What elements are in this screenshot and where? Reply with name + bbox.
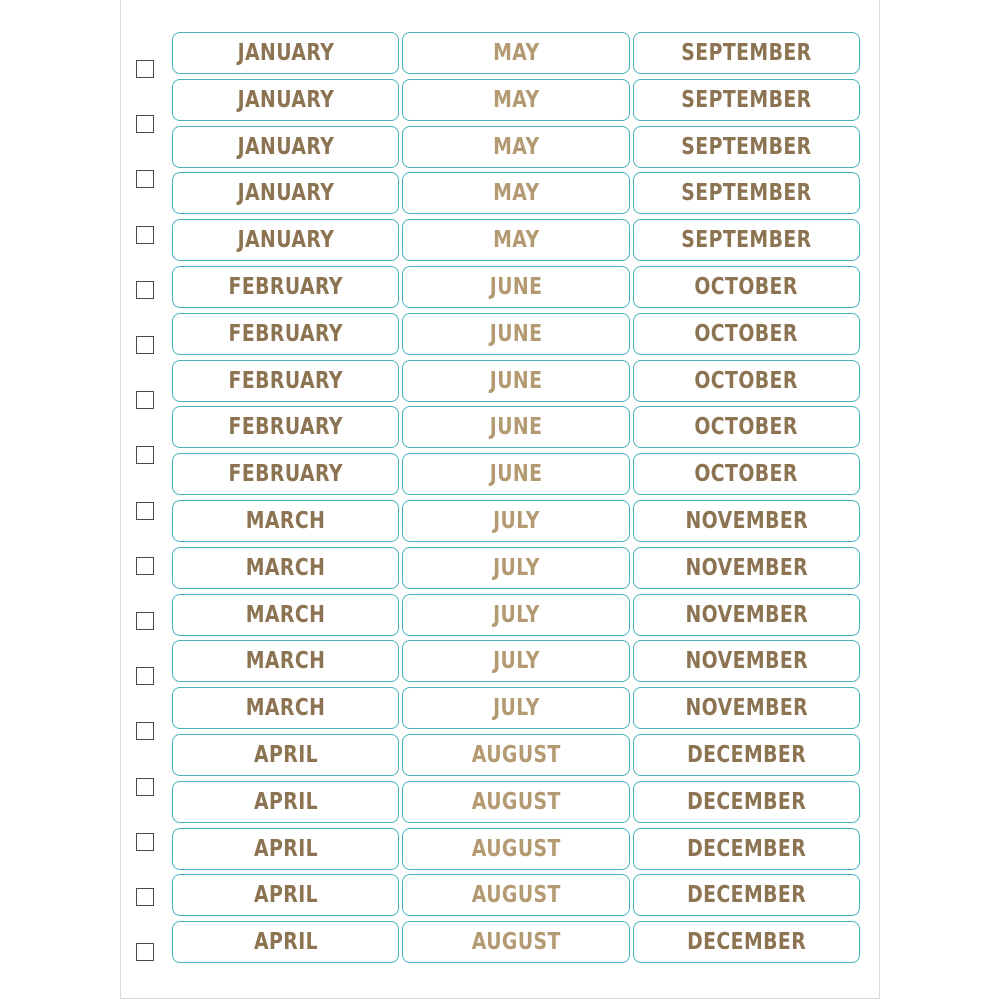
month-label[interactable]	[633, 547, 860, 589]
month-label-text: APRIL	[253, 788, 318, 815]
month-label[interactable]	[402, 79, 629, 121]
label-row	[172, 500, 860, 542]
month-label[interactable]	[633, 172, 860, 214]
checkbox[interactable]	[136, 170, 154, 188]
label-row	[172, 406, 860, 448]
label-row	[172, 687, 860, 729]
month-label[interactable]	[172, 266, 399, 308]
month-label-text: AUGUST	[471, 882, 561, 909]
month-label[interactable]	[172, 594, 399, 636]
label-row	[172, 313, 860, 355]
month-label-text: DECEMBER	[686, 929, 806, 956]
label-row	[172, 734, 860, 776]
month-label-text: AUGUST	[471, 835, 561, 862]
month-label-text: JANUARY	[237, 180, 335, 207]
checkbox[interactable]	[136, 336, 154, 354]
month-label[interactable]	[633, 313, 860, 355]
month-label-text: JULY	[492, 648, 540, 675]
month-label-text: DECEMBER	[686, 882, 806, 909]
month-label[interactable]	[172, 640, 399, 682]
month-label-text: JULY	[492, 507, 540, 534]
month-label-grid	[172, 32, 860, 968]
month-label-text: APRIL	[253, 835, 318, 862]
month-label-text: DECEMBER	[686, 788, 806, 815]
label-row	[172, 640, 860, 682]
month-label[interactable]	[402, 547, 629, 589]
month-label[interactable]	[402, 453, 629, 495]
month-label-text: MARCH	[245, 648, 326, 675]
month-label-text: SEPTEMBER	[681, 86, 812, 113]
month-label[interactable]	[633, 594, 860, 636]
checkbox[interactable]	[136, 722, 154, 740]
month-label[interactable]	[633, 874, 860, 916]
month-label[interactable]	[633, 921, 860, 963]
month-label-text: FEBRUARY	[228, 367, 343, 394]
checkbox[interactable]	[136, 281, 154, 299]
month-label[interactable]	[172, 79, 399, 121]
month-label[interactable]	[172, 828, 399, 870]
month-label-text: OCTOBER	[694, 414, 799, 441]
label-row	[172, 172, 860, 214]
month-label[interactable]	[402, 266, 629, 308]
month-label[interactable]	[402, 734, 629, 776]
label-row	[172, 360, 860, 402]
month-label[interactable]	[402, 874, 629, 916]
month-label-text: OCTOBER	[694, 461, 799, 488]
month-label-text: JUNE	[489, 367, 543, 394]
checkbox[interactable]	[136, 391, 154, 409]
month-label[interactable]	[172, 219, 399, 261]
month-label[interactable]	[633, 500, 860, 542]
label-row	[172, 781, 860, 823]
month-label-text: MAY	[492, 133, 540, 160]
month-label-text: JANUARY	[237, 227, 335, 254]
month-label-text: NOVEMBER	[685, 648, 808, 675]
month-label[interactable]	[172, 313, 399, 355]
month-label-text: OCTOBER	[694, 320, 799, 347]
month-label-text: FEBRUARY	[228, 461, 343, 488]
label-row	[172, 219, 860, 261]
month-label-text: MARCH	[245, 695, 326, 722]
month-label[interactable]	[402, 594, 629, 636]
month-label[interactable]	[633, 687, 860, 729]
checkbox[interactable]	[136, 888, 154, 906]
month-label[interactable]	[402, 500, 629, 542]
month-label[interactable]	[402, 640, 629, 682]
month-label[interactable]	[172, 172, 399, 214]
checkbox[interactable]	[136, 612, 154, 630]
month-label-text: NOVEMBER	[685, 507, 808, 534]
label-row	[172, 828, 860, 870]
checkbox[interactable]	[136, 667, 154, 685]
checkbox[interactable]	[136, 115, 154, 133]
month-label-text: APRIL	[253, 741, 318, 768]
month-label-text: JUNE	[489, 273, 543, 300]
month-label[interactable]	[633, 32, 860, 74]
month-label[interactable]	[402, 781, 629, 823]
month-label[interactable]	[402, 126, 629, 168]
month-label-text: DECEMBER	[686, 741, 806, 768]
month-label-text: JUNE	[489, 414, 543, 441]
month-label-text: NOVEMBER	[685, 601, 808, 628]
month-label-text: JULY	[492, 601, 540, 628]
month-label-text: MAY	[492, 40, 540, 66]
month-label-text: NOVEMBER	[685, 554, 808, 581]
month-label-text: JUNE	[489, 461, 543, 488]
month-label[interactable]	[172, 547, 399, 589]
label-row	[172, 126, 860, 168]
checkbox[interactable]	[136, 557, 154, 575]
month-label-text: MARCH	[245, 507, 326, 534]
month-label[interactable]	[172, 453, 399, 495]
month-label-text: JULY	[492, 554, 540, 581]
month-label-text: MARCH	[245, 601, 326, 628]
checkbox[interactable]	[136, 778, 154, 796]
month-label-text: JULY	[492, 695, 540, 722]
checkbox[interactable]	[136, 226, 154, 244]
month-label[interactable]	[172, 406, 399, 448]
checkbox[interactable]	[136, 60, 154, 78]
month-label[interactable]	[633, 828, 860, 870]
month-label-text: MAY	[492, 227, 540, 254]
month-label[interactable]	[172, 781, 399, 823]
month-label-text: DECEMBER	[686, 835, 806, 862]
month-label[interactable]	[633, 266, 860, 308]
month-label-text: JANUARY	[237, 86, 335, 113]
month-label[interactable]	[172, 500, 399, 542]
label-row	[172, 453, 860, 495]
month-label-text: MARCH	[245, 554, 326, 581]
month-label-text: APRIL	[253, 882, 318, 909]
month-label[interactable]	[633, 734, 860, 776]
month-label[interactable]	[402, 172, 629, 214]
month-label[interactable]	[633, 219, 860, 261]
month-label[interactable]	[633, 640, 860, 682]
label-row	[172, 32, 860, 74]
month-label-text: OCTOBER	[694, 367, 799, 394]
month-label-text: JANUARY	[237, 40, 335, 66]
month-label-text: SEPTEMBER	[681, 133, 812, 160]
month-label[interactable]	[172, 687, 399, 729]
month-label[interactable]	[172, 921, 399, 963]
month-label[interactable]	[172, 874, 399, 916]
month-label[interactable]	[402, 32, 629, 74]
label-row	[172, 874, 860, 916]
month-label[interactable]	[402, 219, 629, 261]
month-label[interactable]	[172, 734, 399, 776]
month-label-text: APRIL	[253, 929, 318, 956]
month-label[interactable]	[633, 360, 860, 402]
label-row	[172, 79, 860, 121]
month-label[interactable]	[172, 32, 399, 74]
month-label[interactable]	[633, 406, 860, 448]
month-label-text: FEBRUARY	[228, 273, 343, 300]
checkbox[interactable]	[136, 943, 154, 961]
month-label[interactable]	[172, 360, 399, 402]
month-label[interactable]	[633, 781, 860, 823]
month-label-text: AUGUST	[471, 788, 561, 815]
label-row	[172, 547, 860, 589]
month-label[interactable]	[402, 921, 629, 963]
label-row	[172, 594, 860, 636]
month-label[interactable]	[172, 126, 399, 168]
month-label-text: MAY	[492, 86, 540, 113]
month-label[interactable]	[402, 406, 629, 448]
month-label-text: AUGUST	[471, 741, 561, 768]
month-label[interactable]	[633, 453, 860, 495]
label-row	[172, 921, 860, 963]
month-label[interactable]	[402, 687, 629, 729]
month-label[interactable]	[402, 828, 629, 870]
label-row	[172, 266, 860, 308]
month-label[interactable]	[402, 360, 629, 402]
month-label-text: JUNE	[489, 320, 543, 347]
month-label-text: FEBRUARY	[228, 320, 343, 347]
month-label-text: NOVEMBER	[685, 695, 808, 722]
month-label-text: SEPTEMBER	[681, 180, 812, 207]
month-label[interactable]	[402, 313, 629, 355]
month-label-text: JANUARY	[237, 133, 335, 160]
checkbox[interactable]	[136, 833, 154, 851]
month-label-text: AUGUST	[471, 929, 561, 956]
checkbox[interactable]	[136, 502, 154, 520]
month-label-text: FEBRUARY	[228, 414, 343, 441]
checkbox[interactable]	[136, 446, 154, 464]
month-label-text: OCTOBER	[694, 273, 799, 300]
month-label[interactable]	[633, 126, 860, 168]
month-label-text: SEPTEMBER	[681, 40, 812, 66]
month-label-text: MAY	[492, 180, 540, 207]
month-label[interactable]	[633, 79, 860, 121]
month-label-text: SEPTEMBER	[681, 227, 812, 254]
